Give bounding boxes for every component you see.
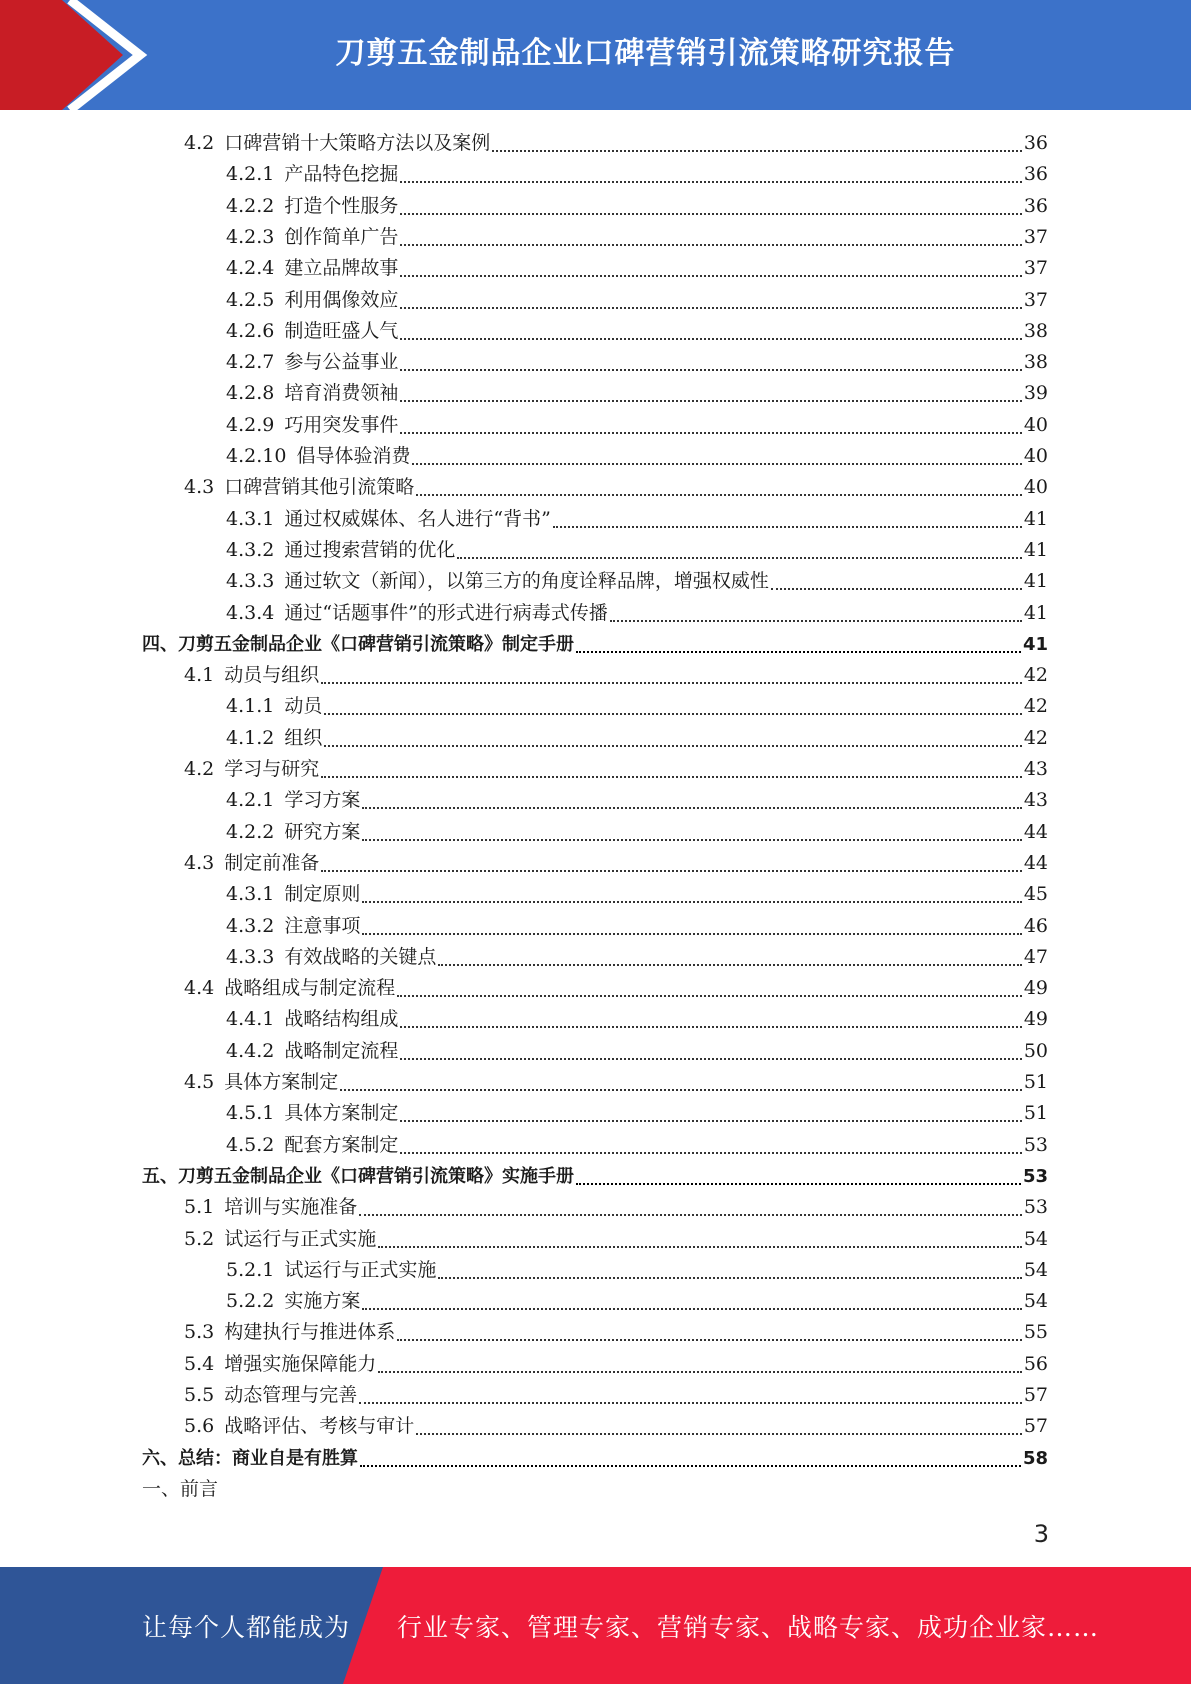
toc-entry-label: 动员 <box>284 695 323 718</box>
toc-entry-page: 39 <box>1023 382 1048 405</box>
toc-entry-number: 4.3.2 <box>226 538 275 561</box>
toc-entry[interactable] <box>142 1161 1048 1192</box>
toc-dot-leader <box>400 337 1021 340</box>
toc-entry-label: 制定原则 <box>284 883 361 906</box>
toc-entry-page: 42 <box>1023 726 1048 749</box>
toc-entry-page: 36 <box>1023 163 1048 186</box>
toc-dot-leader <box>378 1370 1022 1373</box>
toc-dot-leader <box>400 1151 1021 1154</box>
toc-entry-label: 制定前准备 <box>224 851 320 874</box>
toc-entry[interactable] <box>226 879 1048 910</box>
toc-entry-label: 战略制定流程 <box>284 1039 399 1062</box>
toc-entry-label: 增强实施保障能力 <box>224 1352 377 1375</box>
toc-dot-leader <box>438 963 1021 966</box>
page-header <box>0 0 1191 110</box>
toc-dot-leader <box>400 1025 1021 1028</box>
toc-entry-number: 4.3.3 <box>226 945 275 968</box>
toc-entry-page: 40 <box>1023 445 1048 467</box>
page-number: 3 <box>1033 1520 1049 1548</box>
toc-entry-label: 实施方案 <box>284 1290 361 1313</box>
footer-slogan-left: 让每个人都能成为 <box>142 1612 351 1642</box>
toc-entry-label: 动员与组织 <box>224 664 320 687</box>
toc-entry-label: 注意事项 <box>284 914 361 937</box>
toc-dot-leader <box>324 744 1021 747</box>
toc-entry-page: 54 <box>1023 1227 1048 1250</box>
toc-entry-number: 4.2.9 <box>226 413 275 436</box>
toc-dot-leader <box>457 556 1021 559</box>
toc-entry-page: 41 <box>1022 633 1048 655</box>
toc-entry-label: 战略结构组成 <box>284 1008 399 1031</box>
toc-entry-page: 42 <box>1023 695 1048 718</box>
toc-entry-label: 配套方案制定 <box>284 1133 399 1156</box>
toc-dot-leader <box>416 493 1022 496</box>
toc-dot-leader <box>321 681 1022 684</box>
toc-entry-number: 4.2.8 <box>226 382 275 405</box>
toc-entry-label: 具体方案制定 <box>224 1071 339 1093</box>
toc-dot-leader <box>610 619 1022 622</box>
toc-dot-leader <box>359 1213 1022 1216</box>
toc-entry-page: 36 <box>1023 132 1048 154</box>
toc-entry-number: 4.3.2 <box>226 914 275 937</box>
toc-dot-leader <box>362 838 1021 841</box>
toc-entry-label: 学习与研究 <box>224 758 320 780</box>
toc-dot-leader <box>416 1432 1022 1435</box>
toc-entry-label: 通过权威媒体、名人进行“背书” <box>284 507 551 530</box>
toc-entry[interactable] <box>226 942 1048 973</box>
toc-entry[interactable] <box>226 1098 1048 1129</box>
toc-entry-label: 五、刀剪五金制品企业《口碑营销引流策略》实施手册 <box>142 1165 574 1187</box>
toc-entry-page: 58 <box>1022 1447 1048 1469</box>
toc-entry-page: 53 <box>1023 1133 1048 1156</box>
toc-dot-leader <box>400 1119 1021 1122</box>
toc-entry-number: 4.2.6 <box>226 319 275 342</box>
toc-entry-number: 4.4.2 <box>226 1039 275 1062</box>
toc-entry-label: 组织 <box>284 726 323 749</box>
toc-dot-leader <box>400 274 1021 277</box>
toc-entry-page: 41 <box>1023 570 1048 593</box>
toc-entry-number: 4.4.1 <box>226 1008 275 1031</box>
toc-entry-page: 49 <box>1023 977 1048 1000</box>
toc-dot-leader <box>553 525 1022 528</box>
toc-entry[interactable] <box>226 159 1048 190</box>
toc-entry-number: 4.5 <box>184 1071 215 1093</box>
toc-dot-leader <box>362 806 1021 809</box>
toc-entry[interactable] <box>184 973 1048 1004</box>
toc-dot-leader <box>400 368 1021 371</box>
toc-entry-number: 4.2.1 <box>226 789 275 812</box>
toc-entry[interactable] <box>226 691 1048 722</box>
toc-entry-page: 37 <box>1023 257 1048 280</box>
toc-entry-page: 38 <box>1023 319 1048 342</box>
toc-entry-number: 4.3.1 <box>226 883 275 906</box>
toc-entry-number: 4.5.1 <box>226 1102 275 1125</box>
toc-entry[interactable] <box>184 128 1048 159</box>
toc-entry-page: 41 <box>1023 601 1048 624</box>
toc-entry-page: 53 <box>1022 1165 1048 1187</box>
toc-entry[interactable] <box>226 347 1048 378</box>
toc-entry-number: 4.2.10 <box>226 445 287 467</box>
toc-entry[interactable] <box>226 316 1048 347</box>
toc-entry-number: 4.3.4 <box>226 601 275 624</box>
page-footer <box>0 1567 1191 1684</box>
toc-entry-page: 46 <box>1023 914 1048 937</box>
toc-entry-label: 创作简单广告 <box>284 225 399 248</box>
toc-dot-leader <box>397 1338 1022 1341</box>
toc-entry-page: 49 <box>1023 1008 1048 1031</box>
toc-entry-page: 44 <box>1023 820 1048 843</box>
toc-entry[interactable] <box>226 817 1048 848</box>
toc-entry-page: 38 <box>1023 351 1048 374</box>
toc-entry[interactable] <box>226 1286 1048 1317</box>
toc-entry[interactable] <box>226 285 1048 316</box>
toc-entry-page: 54 <box>1023 1290 1048 1313</box>
toc-entry-label: 培训与实施准备 <box>224 1196 358 1219</box>
toc-entry[interactable] <box>142 629 1048 660</box>
toc-entry-number: 4.2.1 <box>226 163 275 186</box>
toc-entry[interactable] <box>226 723 1048 754</box>
toc-entry-label: 口碑营销十大策略方法以及案例 <box>224 132 491 154</box>
toc-dot-leader <box>324 712 1021 715</box>
toc-dot-leader <box>400 180 1021 183</box>
toc-entry-page: 51 <box>1023 1102 1048 1125</box>
toc-entry-label: 口碑营销其他引流策略 <box>224 476 415 499</box>
toc-entry[interactable] <box>226 598 1048 629</box>
toc-entry-page: 45 <box>1023 883 1048 906</box>
toc-entry[interactable] <box>184 660 1048 691</box>
toc-entry-number: 4.3.3 <box>226 570 275 593</box>
toc-entry-page: 55 <box>1023 1321 1048 1344</box>
toc-entry-label: 试运行与正式实施 <box>224 1227 377 1250</box>
toc-entry-number: 4.2 <box>184 758 215 780</box>
toc-entry-number: 4.2.2 <box>226 820 275 843</box>
toc-entry-label: 产品特色挖掘 <box>284 163 399 186</box>
toc-dot-leader <box>400 431 1021 434</box>
toc-entry[interactable] <box>184 754 1048 785</box>
toc-entry[interactable] <box>142 1474 218 1505</box>
toc-entry-page: 37 <box>1023 225 1048 248</box>
toc-entry-number: 4.4 <box>184 977 215 1000</box>
toc-dot-leader <box>400 399 1021 402</box>
toc-entry[interactable] <box>226 566 1048 597</box>
toc-dot-leader <box>362 1307 1021 1310</box>
toc-entry[interactable] <box>184 848 1048 879</box>
toc-dot-leader <box>771 587 1022 590</box>
toc-dot-leader <box>400 212 1021 215</box>
toc-entry[interactable] <box>226 1004 1048 1035</box>
toc-entry-number: 5.5 <box>184 1384 215 1406</box>
toc-dot-leader <box>492 149 1022 152</box>
toc-entry[interactable] <box>226 378 1048 409</box>
toc-dot-leader <box>400 243 1021 246</box>
toc-entry-label: 一、前言 <box>142 1477 219 1500</box>
toc-entry-number: 4.2.3 <box>226 225 275 248</box>
toc-entry-page: 53 <box>1023 1196 1048 1219</box>
toc-entry-label: 研究方案 <box>284 820 361 843</box>
toc-dot-leader <box>362 900 1021 903</box>
toc-dot-leader <box>378 1245 1022 1248</box>
toc-entry-number: 4.1 <box>184 664 215 687</box>
toc-entry[interactable] <box>226 911 1048 942</box>
toc-entry-page: 57 <box>1023 1415 1048 1438</box>
toc-entry-number: 5.3 <box>184 1321 215 1344</box>
toc-entry[interactable] <box>226 785 1048 816</box>
toc-entry-number: 4.2.2 <box>226 194 275 217</box>
toc-entry-label: 战略组成与制定流程 <box>224 977 396 1000</box>
toc-entry-page: 42 <box>1023 664 1048 687</box>
toc-entry-label: 构建执行与推进体系 <box>224 1321 396 1344</box>
toc-entry[interactable] <box>226 222 1048 253</box>
toc-dot-leader <box>321 869 1022 872</box>
toc-entry[interactable] <box>184 1380 1048 1411</box>
toc-entry-number: 4.2.5 <box>226 288 275 311</box>
toc-entry-number: 5.2 <box>184 1227 215 1250</box>
toc-entry-page: 50 <box>1023 1039 1048 1062</box>
toc-dot-leader <box>397 994 1022 997</box>
toc-dot-leader <box>362 932 1021 935</box>
toc-entry-label: 通过“话题事件”的形式进行病毒式传播 <box>284 601 608 624</box>
toc-entry-page: 57 <box>1023 1384 1048 1406</box>
toc-entry-number: 5.2.1 <box>226 1258 275 1281</box>
toc-dot-leader <box>360 1464 1021 1467</box>
toc-dot-leader <box>400 1057 1021 1060</box>
toc-entry-page: 43 <box>1023 758 1048 780</box>
header-arrow-decoration <box>0 0 170 110</box>
toc-entry-number: 4.3 <box>184 851 215 874</box>
toc-entry-label: 倡导体验消费 <box>296 445 411 467</box>
toc-entry[interactable] <box>142 1443 1048 1474</box>
toc-entry-number: 5.6 <box>184 1415 215 1438</box>
toc-entry-label: 通过搜索营销的优化 <box>284 538 456 561</box>
toc-entry-page: 37 <box>1023 288 1048 311</box>
toc-entry[interactable] <box>226 410 1048 441</box>
toc-entry-page: 44 <box>1023 851 1048 874</box>
toc-entry-number: 4.2.7 <box>226 351 275 374</box>
toc-dot-leader <box>340 1088 1022 1091</box>
toc-entry-number: 4.2 <box>184 132 215 154</box>
toc-entry[interactable] <box>226 1130 1048 1161</box>
toc-entry-page: 40 <box>1023 413 1048 436</box>
toc-entry-label: 有效战略的关键点 <box>284 945 437 968</box>
footer-slogan-right: 行业专家、管理专家、营销专家、战略专家、成功企业家…… <box>397 1612 1100 1642</box>
toc-entry-label: 试运行与正式实施 <box>284 1258 437 1281</box>
toc-dot-leader <box>321 775 1022 778</box>
toc-entry-page: 41 <box>1023 538 1048 561</box>
toc-entry-label: 动态管理与完善 <box>224 1384 358 1406</box>
toc-entry-page: 56 <box>1023 1352 1048 1375</box>
toc-entry-label: 通过软文（新闻），以第三方的角度诠释品牌，增强权威性 <box>284 570 769 593</box>
toc-entry-label: 战略评估、考核与审计 <box>224 1415 415 1438</box>
report-title: 刀剪五金制品企业口碑营销引流策略研究报告 <box>335 36 956 71</box>
toc-entry[interactable] <box>226 191 1048 222</box>
toc-entry[interactable] <box>226 1255 1048 1286</box>
toc-entry[interactable] <box>184 1349 1048 1380</box>
toc-entry-label: 培育消费领袖 <box>284 382 399 405</box>
toc-entry-label: 巧用突发事件 <box>284 413 399 436</box>
toc-entry-page: 41 <box>1023 507 1048 530</box>
toc-dot-leader <box>359 1401 1022 1404</box>
toc-entry-number: 5.4 <box>184 1352 215 1375</box>
toc-entry-label: 四、刀剪五金制品企业《口碑营销引流策略》制定手册 <box>142 633 574 655</box>
toc-entry-label: 六、总结：商业自是有胜算 <box>142 1447 358 1469</box>
toc-entry[interactable] <box>184 1067 1048 1098</box>
toc-entry-label: 打造个性服务 <box>284 194 399 217</box>
toc-dot-leader <box>576 1182 1021 1185</box>
toc-entry-label: 利用偶像效应 <box>284 288 399 311</box>
toc-entry[interactable] <box>226 253 1048 284</box>
toc-entry[interactable] <box>226 504 1048 535</box>
toc-entry-number: 4.5.2 <box>226 1133 275 1156</box>
toc-entry-page: 54 <box>1023 1258 1048 1281</box>
toc-entry[interactable] <box>184 472 1048 503</box>
toc-dot-leader <box>438 1276 1021 1279</box>
toc-entry-number: 4.2.4 <box>226 257 275 280</box>
toc-entry-page: 47 <box>1023 945 1048 968</box>
toc-entry-label: 学习方案 <box>284 789 361 812</box>
toc-entry[interactable] <box>184 1224 1048 1255</box>
toc-entry[interactable] <box>184 1192 1048 1223</box>
toc-entry-label: 参与公益事业 <box>284 351 399 374</box>
toc-dot-leader <box>412 462 1021 465</box>
toc-entry-number: 4.3 <box>184 476 215 499</box>
toc-entry[interactable] <box>226 441 1048 472</box>
toc-dot-leader <box>400 306 1021 309</box>
toc-entry[interactable] <box>226 1036 1048 1067</box>
toc-entry[interactable] <box>184 1411 1048 1442</box>
toc-entry-label: 具体方案制定 <box>284 1102 399 1125</box>
toc-entry-page: 51 <box>1023 1071 1048 1093</box>
toc-entry-page: 36 <box>1023 194 1048 217</box>
toc-entry-number: 5.1 <box>184 1196 215 1219</box>
toc-entry-label: 制造旺盛人气 <box>284 319 399 342</box>
toc-entry[interactable] <box>226 535 1048 566</box>
toc-entry-number: 5.2.2 <box>226 1290 275 1313</box>
toc-entry-number: 4.1.2 <box>226 726 275 749</box>
toc-entry-number: 4.1.1 <box>226 695 275 718</box>
toc-entry[interactable] <box>184 1317 1048 1348</box>
toc-entry-label: 建立品牌故事 <box>284 257 399 280</box>
toc-dot-leader <box>576 650 1021 653</box>
toc-entry-number: 4.3.1 <box>226 507 275 530</box>
toc-entry-page: 40 <box>1023 476 1048 499</box>
toc-entry-page: 43 <box>1023 789 1048 812</box>
